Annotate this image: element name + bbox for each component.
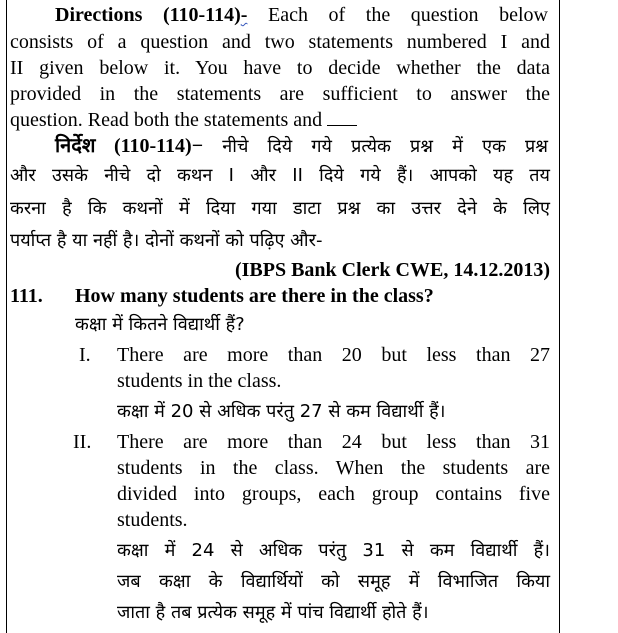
question-text-en: How many students are there in the class? [75,285,434,307]
source-citation: (IBPS Bank Clerk CWE, 14.12.2013) [234,259,550,281]
statement-2-en-line-2: students in the class. When the students are [117,457,550,479]
statement-2-en-line-3: divided into groups, each group contains five [117,483,550,505]
directions-line-1: Directions (110-114)- Each of the question below [55,4,549,26]
hindi-directions-line-4: पर्याप्त है या नहीं है। दोनों कथनों को पढ़िए और- [10,230,323,251]
statement-2-hi-line-1: कक्षा में 24 से अधिक परंतु 31 से कम विद्यार्थी हैं। [117,540,550,561]
hindi-directions-heading: निर्देश (110-114)− [55,135,204,157]
statement-2-en-line-1: There are more than 24 but less than 31 [117,431,550,453]
statement-2-numeral: II. [73,431,92,453]
directions-line-2: consists of a question and two statements numbered I and [10,31,550,53]
answer-blank [327,109,357,126]
statement-1-en-line-2: students in the class. [117,370,282,392]
directions-line-5: question. Read both the statements and [10,108,550,133]
directions-heading: Directions (110-114)- [55,4,248,26]
statement-2-en-line-4: students. [117,509,188,531]
statement-1-en-line-1: There are more than 20 but less than 27 [117,344,550,366]
directions-line-4: provided in the statements are sufficient to answer the [10,83,550,105]
hindi-directions-line-3: करना है कि कथनों में दिया गया डाटा प्रश्न का उत्तर देने के लिए [10,198,550,219]
directions-line-3: II given below it. You have to decide whether the data [10,57,550,79]
hindi-directions-line-1: निर्देश (110-114)− नीचे दिये गये प्रत्येक प्रश्न में एक प्रश्न [55,135,548,157]
statement-1-numeral: I. [79,344,91,366]
statement-2-hi-line-2: जब कक्षा के विद्यार्थियों को समूह में विभाजित किया [117,571,550,592]
hindi-directions-line-2: और उसके नीचे दो कथन I और II दिये गये हैं। आपको यह तय [10,165,550,186]
statement-2-hi-line-3: जाता है तब प्रत्येक समूह में पांच विद्यार्थी होते हैं। [117,602,429,623]
question-text-hi: कक्षा में कितने विद्यार्थी हैं? [75,314,245,335]
question-number: 111. [10,285,43,307]
statement-1-hi-line-1: कक्षा में 20 से अधिक परंतु 27 से कम विद्यार्थी हैं। [117,401,446,422]
document-page [6,0,560,633]
